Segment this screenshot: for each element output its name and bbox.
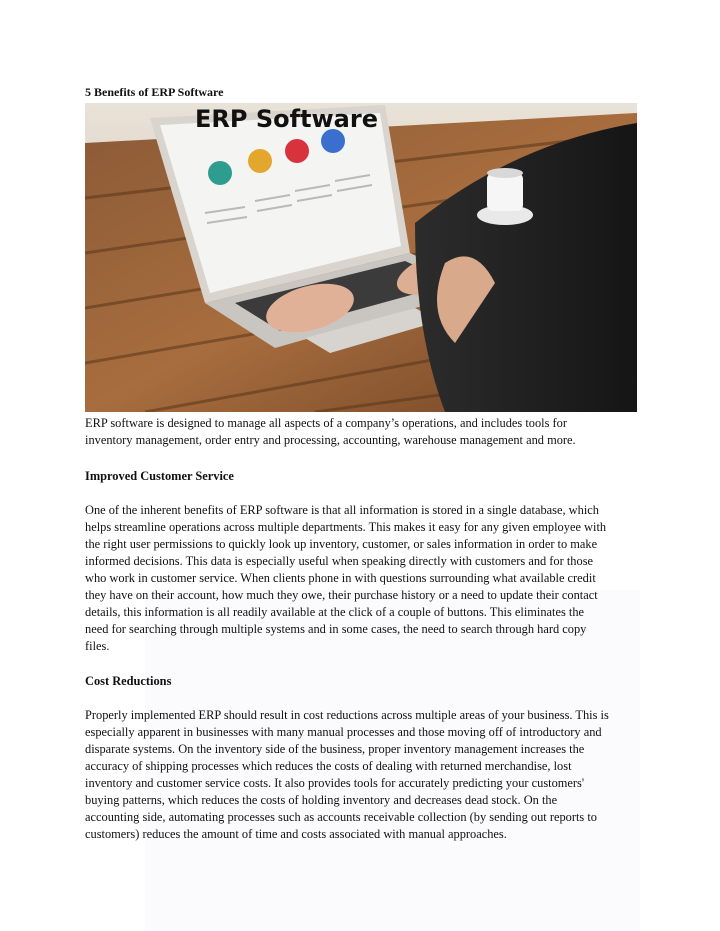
paragraph-line: need for searching through multiple systems and in some cases, the need to search through hard copy (85, 622, 587, 636)
paragraph-line: especially apparent in businesses with many manual processes and those moving off of introductory and (85, 725, 602, 739)
paragraph-line: Properly implemented ERP should result in cost reductions across multiple areas of your business. This is (85, 708, 609, 722)
paragraph-line: One of the inherent benefits of ERP software is that all information is stored in a single database, which (85, 503, 599, 517)
paragraph-line: inventory and customer service costs. It also provides tools for accurately predicting your customers' (85, 776, 585, 790)
paragraph-line: accounting side, automating processes such as accounts receivable collection (by sending out reports to (85, 810, 597, 824)
intro-line: ERP software is designed to manage all aspects of a company’s operations, and includes tools for (85, 416, 567, 430)
section-heading-cost-reductions: Cost Reductions (85, 674, 172, 688)
section-heading-customer-service: Improved Customer Service (85, 469, 234, 483)
intro-line: inventory management, order entry and processing, accounting, warehouse management and more. (85, 433, 576, 447)
paragraph-line: accuracy of shipping processes which reduces the costs of dealing with returned merchandise, lost (85, 759, 572, 773)
paragraph-line: details, this information is all readily available at the click of a couple of buttons. This eliminates the (85, 605, 585, 619)
paragraph-line: informed decisions. This data is especially useful when speaking directly with customers and for those (85, 554, 594, 568)
erp-laptop-photo (85, 103, 637, 412)
paragraph-line: helps streamline operations across multiple departments. This makes it easy for any given employee with (85, 520, 607, 534)
cost-reductions-paragraph (85, 707, 637, 843)
document-title: 5 Benefits of ERP Software (85, 85, 224, 99)
paragraph-line: who work in customer service. When clients phone in with questions surrounding what available credit (85, 571, 596, 585)
hero-caption: ERP Software (195, 105, 378, 133)
paragraph-line: buying patterns, which reduces the costs of holding inventory and decreases dead stock. On the (85, 793, 558, 807)
paragraph-line: the right user permissions to quickly look up inventory, customer, or sales information in order to make (85, 537, 598, 551)
intro-paragraph (85, 415, 637, 449)
paragraph-line: they have on their account, how much they owe, their purchase history or a need to update their contact (85, 588, 598, 602)
hero-image (85, 103, 637, 412)
paragraph-line: customers) reduces the amount of time and costs associated with manual approaches. (85, 827, 507, 841)
customer-service-paragraph (85, 502, 637, 655)
paragraph-line: files. (85, 639, 110, 653)
paragraph-line: disparate systems. On the inventory side of the business, proper inventory management increases the (85, 742, 585, 756)
